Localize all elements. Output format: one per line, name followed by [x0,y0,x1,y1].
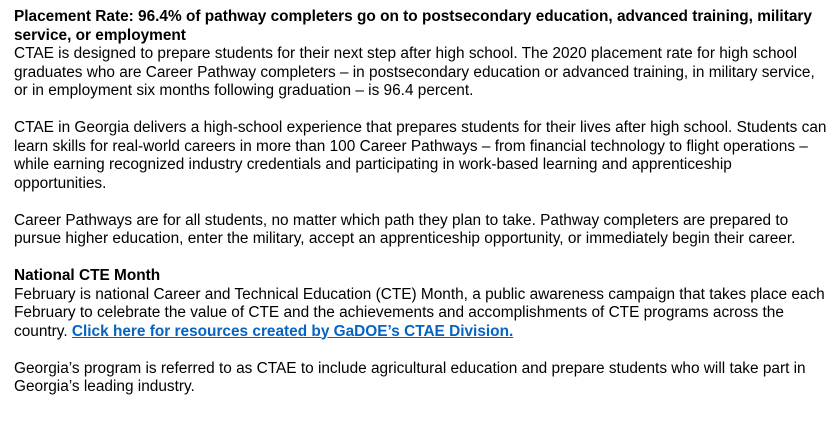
paragraph-spacer [14,193,827,212]
placement-rate-paragraph: CTAE is designed to prepare students for their next step after high school. The 2020 placement rate for high school graduates who are Career Pathway completers – in postsecondary education or advanced training, in military service, or in employment six months following graduation – is 96.4 percent. [14,45,815,99]
career-pathways-paragraph: Career Pathways are for all students, no matter which path they plan to take. Pathway completers are prepared to pursue higher education, enter the military, accept an apprenticeship opportunity, or immediately begin their career. [14,211,796,247]
paragraph-spacer [14,101,827,120]
cte-month-heading: National CTE Month [14,267,161,284]
ctae-resources-link[interactable]: Click here for resources created by GaDOE’s CTAE Division. [71,322,514,340]
paragraph-spacer [14,249,827,268]
paragraph-spacer [14,341,827,360]
cte-month-paragraph [14,286,827,342]
cte-month-text: February is national Career and Technical Education (CTE) Month, a public awareness campaign that takes place each February to celebrate the value of CTE and the achievements and accomplishments of CTE programs across the country. [14,285,825,340]
placement-rate-heading: Placement Rate: 96.4% of pathway completers go on to postsecondary education, advanced training, military service, or employment [14,8,812,44]
ctae-georgia-paragraph: CTAE in Georgia delivers a high-school experience that prepares students for their lives after high school. Students can learn skills for real-world careers in more than 100 Career Pathways – from financial technology to flight operations – while earning recognized industry credentials and participating in work-based learning and apprenticeship opportunities. [14,119,827,192]
georgia-program-paragraph: Georgia’s program is referred to as CTAE to include agricultural education and prepare students who will take part in Georgia’s leading industry. [14,359,806,395]
